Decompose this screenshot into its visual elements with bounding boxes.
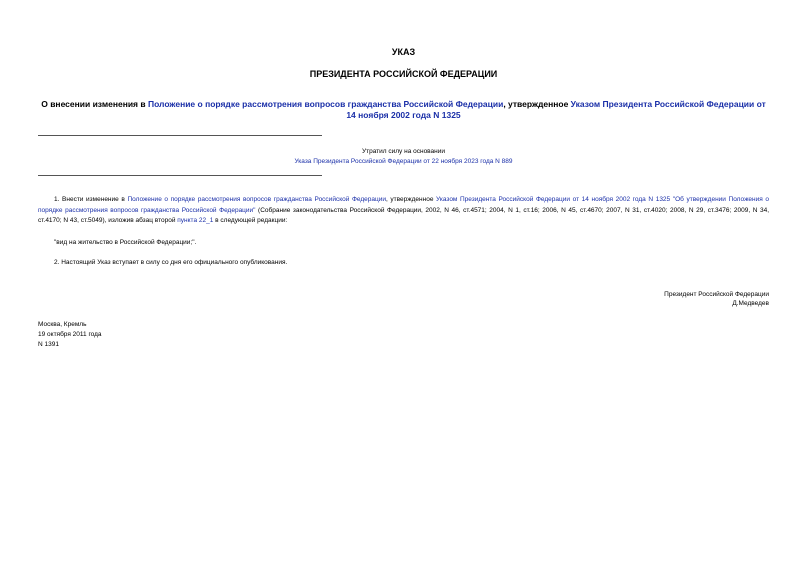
heading-prefix: О внесении изменения в bbox=[41, 99, 148, 109]
paragraph-quote: "вид на жительство в Российской Федерации;". bbox=[54, 239, 197, 246]
signatory-name: Д.Медведев bbox=[732, 300, 769, 307]
paragraph-1 bbox=[38, 195, 769, 227]
para-1-suffix: в следующей редакции: bbox=[213, 217, 288, 224]
heading-mid: , утвержденное bbox=[503, 99, 571, 109]
paragraph-2: 2. Настоящий Указ вступает в силу со дня его официального опубликования. bbox=[54, 259, 288, 266]
para-1-link-clause[interactable]: пункта 22_1 bbox=[177, 217, 214, 224]
place-of-signing: Москва, Кремль bbox=[38, 321, 87, 328]
signatory-title: Президент Российской Федерации bbox=[664, 291, 769, 298]
para-1-mid-1: , утвержденное bbox=[386, 196, 437, 203]
document-issuer: ПРЕЗИДЕНТА РОССИЙСКОЙ ФЕДЕРАЦИИ bbox=[309, 69, 498, 79]
divider-bottom bbox=[38, 175, 322, 176]
divider-top bbox=[38, 135, 322, 136]
date-of-signing: 19 октября 2011 года bbox=[38, 331, 102, 338]
document-number: N 1391 bbox=[38, 341, 59, 348]
para-1-link-regulation[interactable]: Положение о порядке рассмотрения вопросов гражданства Российской Федерации bbox=[127, 196, 387, 203]
para-1-link-decree[interactable]: Указом Президента Российской Федерации от 14 ноября 2002 года N 1325 "Об утверждении Положения о порядке рассмотрения вопросов гражданства Российской Федерации" bbox=[38, 196, 770, 214]
para-1-prefix: 1. Внести изменение в bbox=[54, 196, 128, 203]
heading-link-regulation[interactable]: Положение о порядке рассмотрения вопросов гражданства Российской Федерации bbox=[147, 99, 504, 109]
lost-force-note: Утратил силу на основании bbox=[361, 148, 446, 155]
document-title: УКАЗ bbox=[391, 47, 416, 57]
lost-force-decree-link[interactable]: Указа Президента Российской Федерации от 22 ноября 2023 года N 889 bbox=[294, 158, 513, 165]
lost-force-link bbox=[38, 158, 769, 165]
heading-link-decree[interactable]: Указом Президента Российской Федерации от 14 ноября 2002 года N 1325 bbox=[346, 99, 766, 120]
para-1-mid-2: (Собрание законодательства Российской Федерации, 2002, N 46, ст.4571; 2004, N 1, ст.16; 2006, N 45, ст.4670; 2007, N 31, ст.4020; 2008, N 29, ст.3476; 2009, N 34, ст.4170; N 43, ст.5049), изложив абзац второй bbox=[38, 206, 769, 224]
document-heading bbox=[38, 99, 769, 121]
